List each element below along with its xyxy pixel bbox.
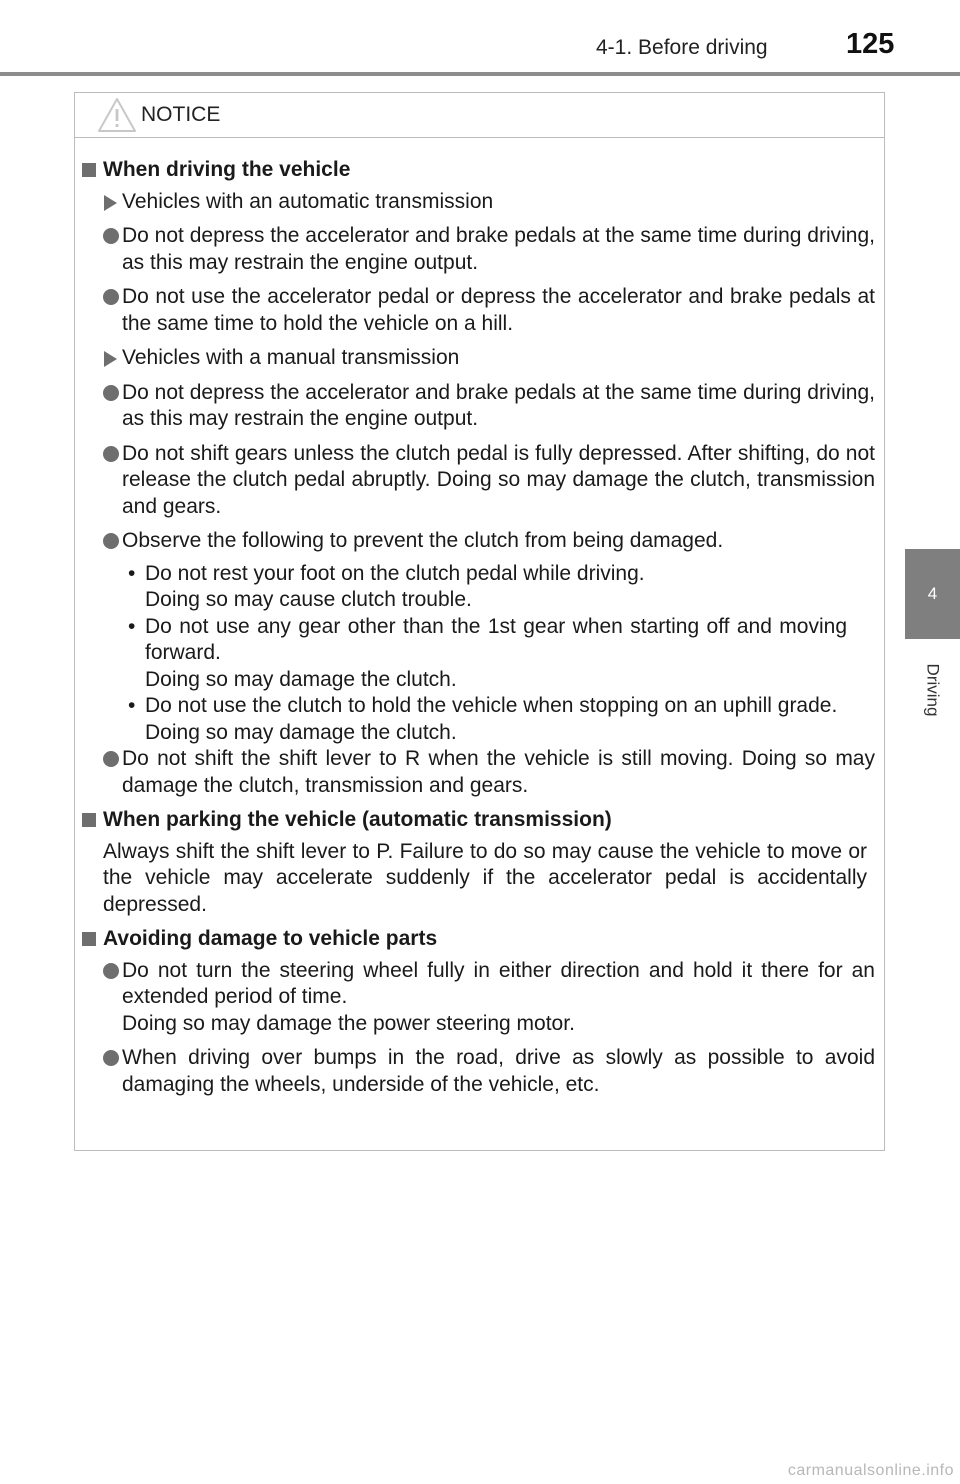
subheading-manual: Vehicles with a manual transmission (82, 345, 875, 372)
list-item: Do not depress the accelerator and brake pedals at the same time during driving, as this may restrain the engine output. (82, 380, 875, 433)
notice-box (74, 92, 885, 1151)
subheading-automatic: Vehicles with an automatic transmission (82, 189, 875, 216)
chapter-tab-number: 4 (905, 549, 960, 639)
notice-body (75, 138, 884, 1098)
section-heading-parking: When parking the vehicle (automatic transmission) (82, 807, 875, 834)
sub-list-item: • Do not use any gear other than the 1st gear when starting off and moving forward. Doing so may damage the clutch. (124, 614, 847, 694)
list-item: Do not shift the shift lever to R when the vehicle is still moving. Doing so may damage the clutch, transmission and gears. (82, 746, 875, 799)
section-heading-damage: Avoiding damage to vehicle parts (82, 926, 875, 953)
page-number: 125 (846, 28, 895, 60)
list-item: Observe the following to prevent the clutch from being damaged. (82, 528, 875, 555)
paragraph: Always shift the shift lever to P. Failure to do so may cause the vehicle to move or the vehicle may accelerate suddenly if the accelerator pedal is accidentally depressed. (103, 839, 867, 916)
section-heading-driving: When driving the vehicle (82, 157, 875, 184)
sub-list-item: • Do not use the clutch to hold the vehicle when stopping on an uphill grade. Doing so may damage the clutch. (124, 693, 847, 746)
chapter-tab-label (905, 650, 960, 730)
list-item: When driving over bumps in the road, drive as slowly as possible to avoid damaging the wheels, underside of the vehicle, etc. (82, 1045, 875, 1098)
list-item: Do not shift gears unless the clutch pedal is fully depressed. After shifting, do not release the clutch pedal abruptly. Doing so may damage the clutch, transmission and gears. (82, 441, 875, 521)
list-item: Do not use the accelerator pedal or depress the accelerator and brake pedals at the same time to hold the vehicle on a hill. (82, 284, 875, 337)
header-section-title: 4-1. Before driving (596, 36, 768, 59)
list-item: Do not turn the steering wheel fully in either direction and hold it there for an extended period of time. Doing so may damage the power steering motor. (82, 958, 875, 1038)
notice-header (75, 93, 884, 138)
clutch-precautions-list (124, 561, 847, 747)
warning-triangle-icon (97, 97, 137, 133)
chapter-tab-label-text: Driving (923, 663, 943, 717)
watermark: carmanualsonline.info (787, 1462, 954, 1479)
sub-list-item: • Do not rest your foot on the clutch pedal while driving. Doing so may cause clutch trouble. (124, 561, 847, 614)
list-item: Do not depress the accelerator and brake pedals at the same time during driving, as this may restrain the engine output. (82, 223, 875, 276)
notice-title: NOTICE (141, 103, 221, 126)
header-rule (0, 72, 960, 76)
